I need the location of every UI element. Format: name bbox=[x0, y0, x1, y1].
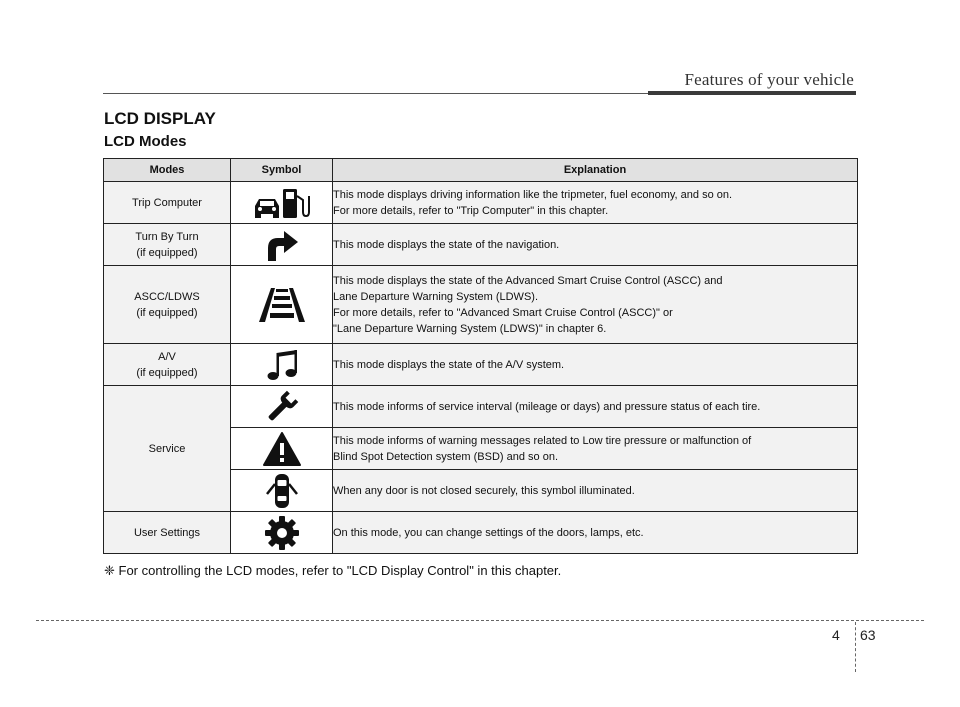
table-row bbox=[104, 224, 858, 266]
table-row bbox=[104, 386, 858, 428]
explanation-cell bbox=[333, 470, 858, 512]
wrench-icon bbox=[264, 390, 300, 424]
explanation-cell bbox=[333, 344, 858, 386]
trip-computer-icon bbox=[251, 186, 313, 220]
explanation-cell bbox=[333, 266, 858, 344]
symbol-cell bbox=[231, 512, 333, 554]
mode-cell bbox=[104, 512, 231, 554]
explanation-line: On this mode, you can change settings of the doors, lamps, etc. bbox=[333, 526, 644, 539]
symbol-cell bbox=[231, 266, 333, 344]
explanation-line: This mode informs of warning messages related to Low tire pressure or malfunction of bbox=[333, 434, 752, 447]
mode-cell bbox=[104, 224, 231, 266]
gear-icon bbox=[264, 515, 300, 551]
explanation-line: This mode displays the state of the Advanced Smart Cruise Control (ASCC) and bbox=[333, 274, 723, 287]
explanation-line: This mode displays driving information like the tripmeter, fuel economy, and so on. bbox=[333, 188, 733, 201]
subsection-title: LCD Modes bbox=[104, 133, 187, 150]
turn-arrow-icon bbox=[262, 228, 302, 262]
explanation-cell bbox=[333, 224, 858, 266]
symbol-cell bbox=[231, 428, 333, 470]
mode-label: Turn By Turn bbox=[135, 230, 199, 243]
mode-label: (if equipped) bbox=[136, 246, 198, 259]
explanation-cell bbox=[333, 182, 858, 224]
mode-cell bbox=[104, 266, 231, 344]
mode-label: Trip Computer bbox=[132, 196, 202, 209]
table-row bbox=[104, 512, 858, 554]
mode-cell bbox=[104, 344, 231, 386]
mode-cell bbox=[104, 386, 231, 512]
page-divider bbox=[855, 622, 856, 672]
symbol-cell bbox=[231, 224, 333, 266]
explanation-line: This mode displays the state of the navigation. bbox=[333, 238, 560, 251]
section-title: LCD DISPLAY bbox=[104, 109, 216, 128]
mode-label: Service bbox=[148, 442, 186, 455]
table-row bbox=[104, 182, 858, 224]
door-open-icon bbox=[262, 472, 302, 510]
header-explanation: Explanation bbox=[333, 159, 858, 182]
explanation-line: "Lane Departure Warning System (LDWS)" in chapter 6. bbox=[333, 322, 607, 335]
footnote: ❈ For controlling the LCD modes, refer to "LCD Display Control" in this chapter. bbox=[104, 563, 562, 578]
lcd-modes-table bbox=[103, 158, 858, 554]
mode-label: User Settings bbox=[133, 526, 201, 539]
warning-icon bbox=[262, 431, 302, 467]
explanation-line: When any door is not closed securely, this symbol illuminated. bbox=[333, 484, 635, 497]
mode-label: (if equipped) bbox=[136, 306, 198, 319]
explanation-cell bbox=[333, 428, 858, 470]
header-symbol: Symbol bbox=[231, 159, 333, 182]
header-bar bbox=[648, 91, 856, 95]
table-row bbox=[104, 266, 858, 344]
music-note-icon bbox=[265, 348, 299, 382]
symbol-cell bbox=[231, 344, 333, 386]
symbol-cell bbox=[231, 386, 333, 428]
chapter-number: 4 bbox=[832, 627, 840, 643]
footer-rule bbox=[36, 620, 924, 621]
symbol-cell bbox=[231, 182, 333, 224]
explanation-line: This mode informs of service interval (mileage or days) and pressure status of each tire. bbox=[333, 400, 761, 413]
running-header: Features of your vehicle bbox=[684, 70, 854, 89]
mode-label: ASCC/LDWS bbox=[134, 290, 200, 303]
explanation-line: This mode displays the state of the A/V system. bbox=[333, 358, 565, 371]
header-modes: Modes bbox=[104, 159, 231, 182]
table-header-row bbox=[104, 159, 858, 182]
mode-cell bbox=[104, 182, 231, 224]
explanation-line: Lane Departure Warning System (LDWS). bbox=[333, 290, 538, 303]
explanation-cell bbox=[333, 386, 858, 428]
page-number: 63 bbox=[860, 627, 876, 643]
mode-label: A/V bbox=[158, 350, 176, 363]
explanation-line: Blind Spot Detection system (BSD) and so on. bbox=[333, 450, 558, 463]
lane-icon bbox=[256, 286, 308, 324]
explanation-line: For more details, refer to "Advanced Smart Cruise Control (ASCC)" or bbox=[333, 306, 673, 319]
table-row bbox=[104, 344, 858, 386]
explanation-cell bbox=[333, 512, 858, 554]
mode-label: (if equipped) bbox=[136, 366, 198, 379]
symbol-cell bbox=[231, 470, 333, 512]
explanation-line: For more details, refer to "Trip Computer" in this chapter. bbox=[333, 204, 609, 217]
